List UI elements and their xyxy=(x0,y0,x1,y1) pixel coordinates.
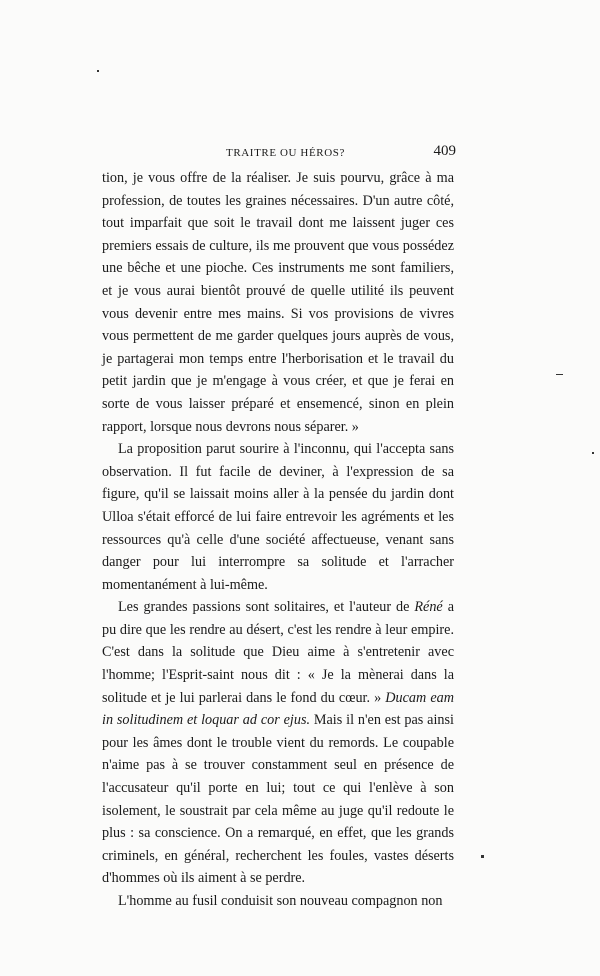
text-run: tion, je vous offre de la réaliser. Je suis pourvu, grâce à ma profession, de toutes les graines nécessaires. D'un autre côté, tout imparfait que soit le travail dont me laissent juger ces premiers essais de culture, ils me prouvent que vous possédez une bêche et une pioche. Ces instruments me sont familiers, et je vous aurai bientôt prouvé de quelle utilité ils peuvent vous devenir entre mes mains. Si vos provisions de vivres vous permettent de me garder quelques jours auprès de vous, je partagerai mon temps entre l'herborisation et le travail du petit jardin que je m'engage à vous créer, et que je ferai en sorte de vous laisser préparé et ensemencé, sinon en plein rapport, lorsque nous devrons nous séparer. » xyxy=(102,170,454,435)
paragraph xyxy=(102,596,454,890)
page-header xyxy=(96,143,456,163)
running-title: TRAITRE OU HÉROS? xyxy=(226,147,345,159)
italic-text: Réné xyxy=(414,599,443,616)
paragraph xyxy=(102,890,454,913)
scan-speck xyxy=(592,452,594,454)
scan-speck xyxy=(556,374,563,375)
text-run: Mais il n'en est pas ainsi pour les âmes dont le trouble vient du remords. Le coupable n'aime pas à se trouver constamment seul en présence de l'accusateur qu'il porte en lui; tout ce qui l'enlève à son isolement, le soustrait par cela même au juge qu'il redoute le plus : sa conscience. On a remarqué, en effet, que les grands criminels, en général, recherchent les foules, vastes déserts d'hommes où ils aiment à se perdre. xyxy=(102,712,454,887)
italic-text: Ducam eam in solitudinem et loquar ad cor ejus. xyxy=(102,689,454,729)
paragraph xyxy=(102,438,454,596)
text-run: Les grandes passions sont solitaires, et l'auteur de xyxy=(118,599,415,616)
text-run: La proposition parut sourire à l'inconnu, qui l'accepta sans observation. Il fut facile de deviner, à l'expression de sa figure, qu'il se laissait moins aller à la pensée du jardin dont Ulloa s'était efforcé de lui faire entrevoir les agréments et les ressources qu'à celle d'une société affectueuse, venant sans danger pour lui interrompre sa solitude et l'arracher momentanément à lui-même. xyxy=(102,441,454,593)
scan-speck xyxy=(481,855,484,858)
text-run: a pu dire que les rendre au désert, c'est les rendre à leur empire. C'est dans la solitude que Dieu aime à s'entretenir avec l'homme; l'Esprit-saint nous dit : « Je la mènerai dans la solitude et je lui parlerai dans le fond du cœur. » xyxy=(102,599,454,706)
page-number: 409 xyxy=(433,143,456,159)
body-text xyxy=(102,167,454,913)
scan-speck xyxy=(97,70,99,72)
paragraph xyxy=(102,167,454,438)
text-run: L'homme au fusil conduisit son nouveau compagnon non xyxy=(118,893,443,909)
